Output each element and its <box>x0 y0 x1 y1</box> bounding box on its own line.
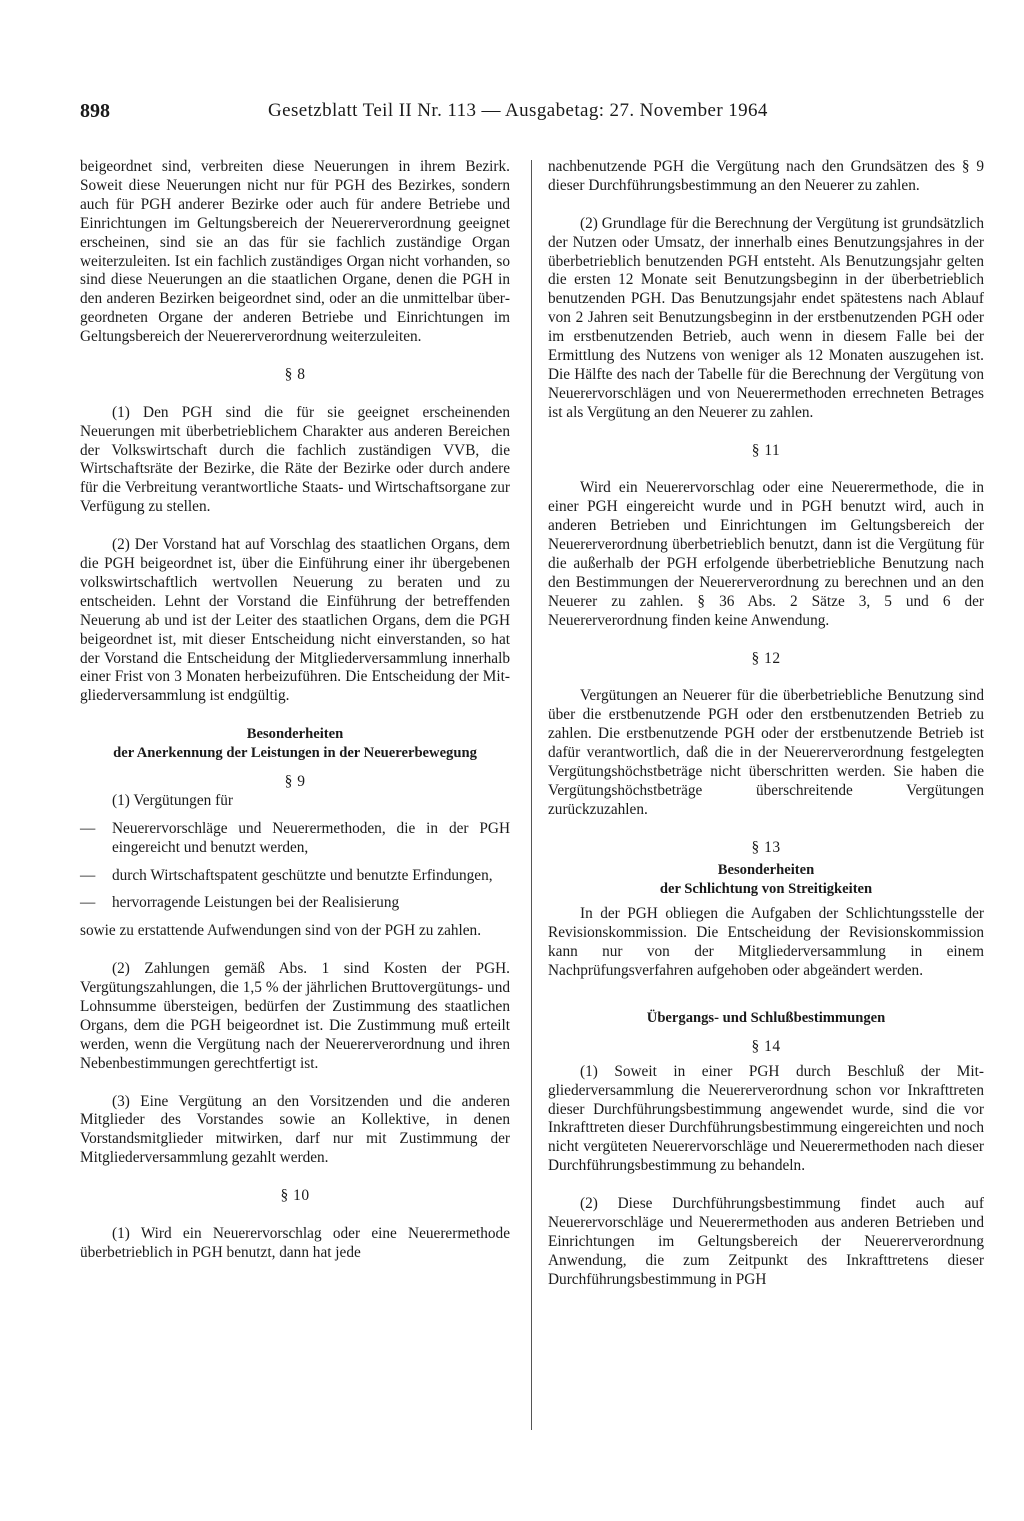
section-9-paragraph-1: (1) Vergütungen für <box>112 791 233 809</box>
section-14-paragraph-1: (1) Soweit in einer PGH durch Beschluß der Mitgliederversammlung die Neuererverordnung schon vor Inkrafttreten dieser Durchführungsbestimmung angewendet wurde, sind die vor Inkrafttreten dieser Durchführungsbestimmung eingereichten und noch nicht vergüteten Neuerervorschläge und Neuerermethoden nach dieser Durchführungsbestimmung zu behandeln. <box>548 1062 984 1175</box>
section-10-heading: § 10 <box>280 1187 310 1205</box>
paragraph-continued: beigeordnet sind, verbreiten diese Neuerungen in ihrem Bezirk. Soweit diese Neuerungen nicht nur für PGH des Bezirkes, sondern auch für PGH anderer Bezirke oder auch für andere Betriebe und Einrichtungen im Geltungsbereich der Neuererverordnung geeignet erscheinen, sind sie an das für sie fachlich zuständige Organ weiterzuleiten. Ist ein fachlich zuständiges Organ nicht vorhanden, so sind diese Neuerungen an die staatlichen Organe, denen die PGH in den anderen Bezirken beigeordnet sind, oder an die unmittelbar übergeordneten Organe der anderen Betriebe und Einrichtungen im Geltungsbereich der Neuererverordnung weiterzuleiten. <box>80 158 510 346</box>
section-12-paragraph: Vergütungen an Neuerer für die überbetriebliche Benutzung sind über die erstbenutzende PGH oder den erstbenutzenden Betrieb zu zahlen. Die erstbenutzende PGH oder der erstbenutzende Betrieb ist dafür verantwortlich, daß die in der Neuererverordnung festgelegten Vergütungshöchstbeträge nicht überschritten werden. Sie haben die Vergütungshöchstbeträge überschreitende Vergütungen zurückzuzahlen. <box>548 687 984 818</box>
section-13-heading: § 13 <box>751 838 781 856</box>
section-10-paragraph-2: (2) Grundlage für die Berechnung der Vergütung ist grundsätzlich der Nutzen oder Umsatz, der innerhalb eines Benutzungsjahres in der überbetrieblich benutzenden PGH entsteht. Als Benutzungsjahr gelten die ersten 12 Monate seit Benutzungsbeginn in der überbetrieblich benutzenden PGH. Das Benutzungsjahr endet spätestens nach Ablauf von 2 Jahren seit Benutzungsbeginn in der erstbenutzenden PGH oder im erstbenutzenden Betrieb, auch wenn in diesem Falle bei der Ermittlung des Nutzens von weniger als 12 Monaten auszugehen ist. Die Hälfte des nach der Tabelle für die Berechnung der Vergütung von Neuerervorschlägen und von Neuerermethoden errechneten Betrages ist als Vergütung an den Neuerer zu zahlen. <box>548 214 984 421</box>
column-divider <box>531 160 532 1430</box>
section-9-heading: § 9 <box>284 772 306 790</box>
list-item-text: hervorragende Leistungen bei der Realisierung <box>112 894 400 912</box>
section-8-heading: § 8 <box>284 365 306 383</box>
section-title-line-1: Besonderheiten <box>717 862 815 879</box>
section-title-arbitration <box>548 861 984 899</box>
page-header <box>80 100 944 128</box>
section-9-paragraph-3: (3) Eine Vergütung an den Vorsitzenden und die anderen Mitglieder des Vorstandes sowie an Kollektive, in denen Vorstandsmitglieder mitwirken, darf nur mit Zustimmung der Mitgliederversammlung gezahlt werden. <box>80 1092 510 1167</box>
section-9-paragraph-2: (2) Zahlungen gemäß Abs. 1 sind Kosten der PGH. Vergütungszahlungen, die 1,5 % der jährlichen Bruttovergütungs- und Lohnsumme übersteigen, bedürfen der Zustimmung des staatlichen Organs, dem die PGH beigeordnet ist. Die Zustimmung muß erteilt werden, wenn die Vergütung nach der Neuererverordnung und ihren Nebenbestimmungen gerechtfertigt ist. <box>80 960 510 1072</box>
section-title-recognition <box>80 725 510 763</box>
section-14-heading: § 14 <box>751 1037 781 1055</box>
section-8-paragraph-1: (1) Den PGH sind die für sie geeignet erscheinenden Neuerungen mit überbetrieblichem Charakter aus anderen Bereichen der Volkswirtschaft durch die fachlich zuständigen VVB, die Wirtschaftsräte der Bezirke, die Räte der Bezirke oder durch andere für die Verbreitung verantwortliche Staats- und Wirtschaftsorgane zur Verfügung zu stellen. <box>80 403 510 516</box>
section-9-paragraph-1-end: sowie zu erstattende Aufwendungen sind von der PGH zu zahlen. <box>80 922 482 940</box>
page-number: 898 <box>80 100 110 122</box>
right-column <box>548 158 984 1290</box>
section-title-line-1: Besonderheiten <box>246 726 344 743</box>
section-14-paragraph-2: (2) Diese Durchführungsbestimmung findet auch auf Neuerervorschläge und Neuerermethoden aus anderen Betrieben und Einrichtungen im Geltungsbereich der Neuererverordnung Anwendung, die zum Zeitpunkt des Inkrafttretens dieser Durchführungsbestimmung in PGH <box>548 1195 984 1288</box>
list-item-text: Neuerervorschläge und Neuerermethoden, die in der PGH eingereicht und benutzt werden, <box>112 819 510 856</box>
left-column <box>80 158 510 1263</box>
section-title-transitional: Übergangs- und Schlußbestimmungen <box>646 1009 886 1026</box>
list-dash: — <box>80 894 96 912</box>
list-item <box>80 820 510 858</box>
list-dash: — <box>80 819 96 837</box>
list-dash: — <box>80 866 96 884</box>
section-12-heading: § 12 <box>751 649 781 667</box>
list-item-text: durch Wirtschaftspatent geschützte und benutzte Erfindungen, <box>112 866 493 884</box>
list-item <box>80 867 510 886</box>
section-title-line-2: der Anerkennung der Leistungen in der Neuererbewegung <box>113 745 477 762</box>
header-title: Gesetzblatt Teil II Nr. 113 — Ausgabetag: 27. November 1964 <box>268 100 768 121</box>
section-8-paragraph-2: (2) Der Vorstand hat auf Vorschlag des staatlichen Organs, dem die PGH beigeordnet ist, über die Einführung einer ihr übergebenen volkswirtschaftlich wertvollen Neuerung zu beraten und zu entscheiden. Lehnt der Vorstand die Einführung der betreffenden Neuerung ab und ist der Leiter des staatlichen Organs, dem die PGH beigeordnet ist, mit dieser Entscheidung nicht einverstanden, so hat der Vorstand die Entscheidung der Mitgliederversammlung innerhalb einer Frist von 3 Monaten herbeizuführen. Die Entscheidung der Mitgliederversammlung ist endgültig. <box>80 536 510 705</box>
section-title-line-2: der Schlichtung von Streitigkeiten <box>659 881 873 898</box>
section-10-paragraph-1-start: (1) Wird ein Neuerervorschlag oder eine Neuerermethode überbetrieblich in PGH benutzt, dann hat jede <box>80 1224 510 1261</box>
section-11-heading: § 11 <box>751 441 781 459</box>
list-item <box>80 894 510 913</box>
section-10-paragraph-1-continued: nachbenutzende PGH die Vergütung nach den Grundsätzen des § 9 dieser Durchführungsbestimmung an den Neuerer zu zahlen. <box>548 158 984 194</box>
section-11-paragraph: Wird ein Neuerervorschlag oder eine Neuerermethode, die in einer PGH eingereicht wurde und in PGH benutzt wird, auch in anderen Betrieben und Einrichtungen im Geltungsbereich der Neuererverordnung überbetrieblich benutzt, dann ist die Vergütung für die außerhalb der PGH erfolgende überbetriebliche Benutzung nach den Bestimmungen der Neuererverordnung zu berechnen und an den Neuerer zu zahlen. § 36 Abs. 2 Sätze 3, 5 und 6 der Neuererverordnung finden keine Anwendung. <box>548 479 984 629</box>
section-13-paragraph: In der PGH obliegen die Aufgaben der Schlichtungsstelle der Revisionskommission. Die Entscheidung der Revisionskommission kann nur von der Mitgliederversammlung in einem Nachprüfungsverfahren aufgehoben oder abgeändert werden. <box>548 905 984 979</box>
